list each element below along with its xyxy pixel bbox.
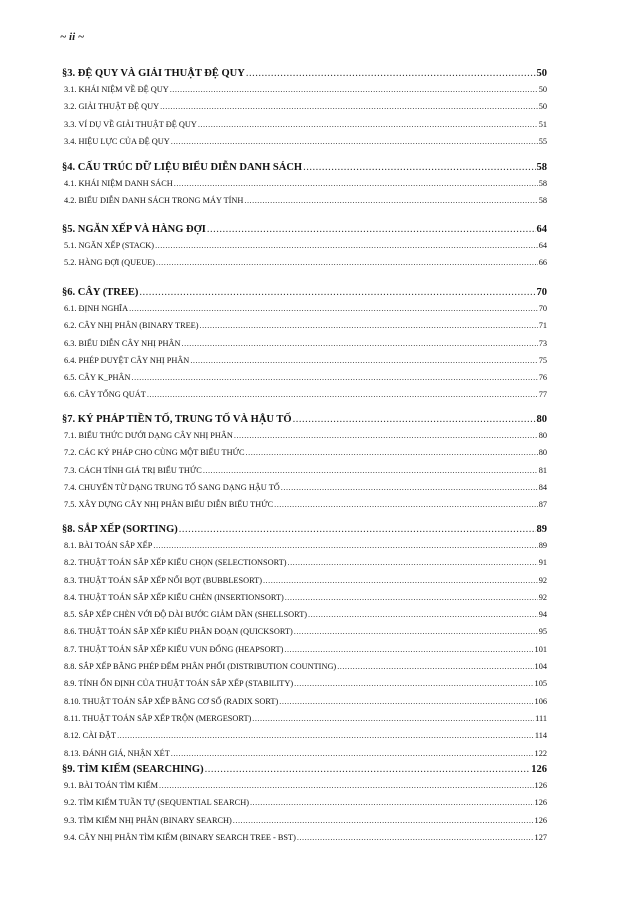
- toc-entry-label: 3.3. VÍ DỤ VỀ GIẢI THUẬT ĐỆ QUY: [64, 119, 197, 129]
- toc-entry[interactable]: [64, 697, 547, 714]
- dot-leader: [279, 697, 533, 706]
- toc-entry-label: 6.3. BIỂU DIỄN CÂY NHỊ PHÂN: [64, 338, 181, 348]
- toc-entry-page: 104: [534, 662, 547, 672]
- toc-entry-label: 8.11. THUẬT TOÁN SẮP XẾP TRỘN (MERGESORT): [64, 713, 252, 723]
- toc-heading[interactable]: [62, 224, 547, 241]
- dot-leader: [170, 85, 538, 94]
- toc-heading-page: 80: [536, 414, 547, 425]
- toc-heading-title: §7. KÝ PHÁP TIỀN TỐ, TRUNG TỐ VÀ HẬU TỐ: [62, 414, 292, 425]
- toc-heading-title: §8. SẮP XẾP (SORTING): [62, 524, 178, 535]
- toc-entry-page: 71: [538, 321, 547, 331]
- toc-entry[interactable]: [64, 714, 547, 731]
- toc-entry[interactable]: [64, 304, 547, 321]
- toc-entry-label: 6.4. PHÉP DUYỆT CÂY NHỊ PHÂN: [64, 355, 190, 365]
- page-header: ~ ii ~: [60, 31, 85, 43]
- toc-entry[interactable]: [64, 258, 547, 275]
- toc-entry-page: 87: [538, 500, 547, 510]
- dot-leader: [288, 558, 538, 567]
- dot-leader: [171, 749, 534, 758]
- dot-leader: [159, 781, 534, 790]
- toc-entry-page: 84: [538, 482, 547, 492]
- toc-entry-label: 8.8. SẮP XẾP BẰNG PHÉP ĐẾM PHÂN PHỐI (DISTRIBUTION COUNTING): [64, 662, 337, 672]
- toc-entry-label: 5.1. NGĂN XẾP (STACK): [64, 241, 155, 250]
- toc-entry-label: 4.1. KHÁI NIỆM DANH SÁCH: [64, 179, 173, 188]
- toc-entry-page: 66: [538, 258, 547, 268]
- dot-leader: [129, 304, 538, 313]
- dot-leader: [205, 764, 531, 775]
- toc-entry-page: 91: [538, 558, 547, 568]
- toc-entry-label: 9.1. BÀI TOÁN TÌM KIẾM: [64, 781, 159, 790]
- toc-entry-label: 7.2. CÁC KÝ PHÁP CHO CÙNG MỘT BIỂU THỨC: [64, 448, 245, 458]
- dot-leader: [139, 287, 535, 298]
- dot-leader: [182, 339, 538, 348]
- toc-entry-label: 8.13. ĐÁNH GIÁ, NHẬN XÉT: [64, 748, 170, 758]
- toc-entry-label: 9.4. CÂY NHỊ PHÂN TÌM KIẾM (BINARY SEARCH TREE - BST): [64, 832, 296, 842]
- toc-entry-label: 7.3. CÁCH TÍNH GIÁ TRỊ BIỂU THỨC: [64, 465, 202, 475]
- dot-leader: [294, 627, 538, 636]
- toc-heading-page: 89: [536, 524, 547, 535]
- toc-entry-page: 95: [538, 627, 547, 637]
- dot-leader: [250, 798, 534, 807]
- dot-leader: [308, 610, 538, 619]
- toc-entry-page: 76: [538, 373, 547, 383]
- toc-entry-label: 8.7. THUẬT TOÁN SẮP XẾP KIỂU VUN ĐỐNG (HEAPSORT): [64, 644, 284, 654]
- dot-leader: [252, 714, 534, 723]
- toc-section: [62, 287, 547, 408]
- toc-entry-label: 8.10. THUẬT TOÁN SẮP XẾP BẰNG CƠ SỐ (RADIX SORT): [64, 696, 279, 706]
- toc-entry-page: 92: [538, 592, 547, 602]
- dot-leader: [284, 645, 533, 654]
- toc-entry-page: 126: [534, 781, 547, 790]
- toc-heading[interactable]: [62, 68, 547, 85]
- toc-entry-page: 126: [534, 798, 547, 808]
- dot-leader: [246, 68, 536, 79]
- toc-section: [62, 414, 547, 517]
- toc-entry-label: 3.1. KHÁI NIỆM VỀ ĐỆ QUY: [64, 85, 169, 94]
- toc-entry[interactable]: [64, 541, 547, 558]
- toc-entry[interactable]: [64, 179, 547, 196]
- toc-entry[interactable]: [64, 731, 547, 748]
- dot-leader: [294, 679, 533, 688]
- toc-entry[interactable]: [64, 85, 547, 102]
- toc-entry[interactable]: [64, 356, 547, 373]
- toc-entry[interactable]: [64, 339, 547, 356]
- toc-entry-label: 4.2. BIỂU DIỄN DANH SÁCH TRONG MÁY TÍNH: [64, 196, 244, 206]
- toc-entry-label: 6.1. ĐỊNH NGHĨA: [64, 304, 129, 313]
- toc-entry-page: 73: [538, 338, 547, 348]
- toc-section: [62, 224, 547, 276]
- toc-entry[interactable]: [64, 593, 547, 610]
- toc-entry[interactable]: [64, 662, 547, 679]
- toc-entry-label: 8.1. BÀI TOÁN SẮP XẾP: [64, 541, 153, 550]
- toc-heading-title: §6. CÂY (TREE): [62, 287, 139, 298]
- dot-leader: [117, 731, 534, 740]
- toc-entry-label: 6.6. CÂY TỔNG QUÁT: [64, 390, 146, 400]
- toc-section: [62, 162, 547, 214]
- toc-heading-page: 64: [536, 224, 547, 235]
- toc-entry[interactable]: [64, 137, 547, 154]
- toc-entry[interactable]: [64, 448, 547, 465]
- dot-leader: [246, 448, 538, 457]
- toc-heading-page: 126: [531, 764, 547, 775]
- toc-entry-label: 9.2. TÌM KIẾM TUẦN TỰ (SEQUENTIAL SEARCH): [64, 798, 249, 808]
- toc-entry-page: 106: [534, 696, 547, 706]
- dot-leader: [263, 576, 538, 585]
- toc-entry-page: 50: [538, 85, 547, 94]
- dot-leader: [297, 833, 534, 842]
- dot-leader: [160, 102, 538, 111]
- toc-heading-title: §9. TÌM KIẾM (SEARCHING): [62, 764, 204, 775]
- toc-entry-label: 8.5. SẮP XẾP CHÈN VỚI ĐỘ DÀI BƯỚC GIẢM DẦN (SHELLSORT): [64, 610, 308, 620]
- toc-entry[interactable]: [64, 431, 547, 448]
- toc-entry[interactable]: [64, 373, 547, 390]
- toc-entry-page: 77: [538, 390, 547, 400]
- dot-leader: [200, 321, 538, 330]
- dot-leader: [147, 390, 538, 399]
- dot-leader: [303, 162, 535, 173]
- dot-leader: [174, 179, 538, 188]
- toc-entry-label: 8.12. CÀI ĐẶT: [64, 731, 117, 741]
- toc-heading-page: 50: [536, 68, 547, 79]
- toc-entry-label: 8.6. THUẬT TOÁN SẮP XẾP KIỂU PHÂN ĐOẠN (QUICKSORT): [64, 627, 293, 637]
- toc-entry-page: 75: [538, 355, 547, 365]
- toc-entry[interactable]: [64, 627, 547, 644]
- toc-entry-page: 80: [538, 431, 547, 440]
- dot-leader: [293, 414, 536, 425]
- toc-entry-label: 6.5. CÂY K_PHÂN: [64, 373, 131, 383]
- toc-entry-label: 8.3. THUẬT TOÁN SẮP XẾP NỔI BỌT (BUBBLESORT): [64, 575, 262, 585]
- toc-heading-page: 58: [536, 162, 547, 173]
- toc-entry-page: 114: [534, 731, 547, 741]
- dot-leader: [198, 120, 538, 129]
- dot-leader: [203, 466, 538, 475]
- toc-entry[interactable]: [64, 241, 547, 258]
- dot-leader: [337, 662, 533, 671]
- toc-entry[interactable]: [64, 196, 547, 213]
- toc-entry[interactable]: [64, 102, 547, 119]
- toc-entry[interactable]: [64, 576, 547, 593]
- toc-entry-page: 127: [534, 832, 547, 842]
- toc-entry[interactable]: [64, 798, 547, 815]
- toc-entry-label: 3.2. GIẢI THUẬT ĐỆ QUY: [64, 102, 160, 112]
- toc-entry-label: 8.2. THUẬT TOÁN SẮP XẾP KIỂU CHỌN (SELECTIONSORT): [64, 558, 287, 568]
- toc-entry[interactable]: [64, 321, 547, 338]
- dot-leader: [285, 593, 538, 602]
- toc-entry[interactable]: [64, 833, 547, 850]
- toc-entry-label: 8.4. THUẬT TOÁN SẮP XẾP KIỂU CHÈN (INSERTIONSORT): [64, 592, 284, 602]
- toc-entry-page: 55: [538, 136, 547, 146]
- toc-entry[interactable]: [64, 645, 547, 662]
- toc-entry-page: 111: [535, 713, 547, 723]
- toc-entry-label: 7.4. CHUYỂN TỪ DẠNG TRUNG TỐ SANG DẠNG HẬU TỐ: [64, 482, 280, 492]
- dot-leader: [153, 541, 537, 550]
- toc-entry-page: 80: [538, 448, 547, 458]
- toc-heading-title: §3. ĐỆ QUY VÀ GIẢI THUẬT ĐỆ QUY: [62, 68, 245, 79]
- dot-leader: [179, 524, 536, 535]
- toc-heading-page: 70: [536, 287, 547, 298]
- toc-entry-page: 58: [538, 179, 547, 188]
- toc-entry[interactable]: [64, 558, 547, 575]
- toc-heading[interactable]: [62, 524, 547, 541]
- toc-entry-label: 3.4. HIỆU LỰC CỦA ĐỆ QUY: [64, 136, 170, 146]
- toc-entry-page: 126: [534, 815, 547, 825]
- toc-heading[interactable]: [62, 162, 547, 179]
- toc-heading[interactable]: [62, 764, 547, 781]
- toc-entry-label: 6.2. CÂY NHỊ PHÂN (BINARY TREE): [64, 321, 199, 331]
- toc-entry-label: 9.3. TÌM KIẾM NHỊ PHÂN (BINARY SEARCH): [64, 815, 232, 825]
- toc-entry[interactable]: [64, 120, 547, 137]
- toc-section: [62, 764, 547, 850]
- dot-leader: [244, 196, 537, 205]
- toc-entry[interactable]: [64, 679, 547, 696]
- toc-entry-page: 64: [538, 241, 547, 250]
- toc-entry[interactable]: [64, 466, 547, 483]
- toc-entry-label: 5.2. HÀNG ĐỢI (QUEUE): [64, 258, 156, 268]
- toc-entry-page: 58: [538, 196, 547, 206]
- dot-leader: [190, 356, 537, 365]
- toc-entry-page: 92: [538, 575, 547, 585]
- toc-entry[interactable]: [64, 500, 547, 517]
- toc-entry-page: 101: [534, 644, 547, 654]
- toc-entry-label: 7.5. XÂY DỰNG CÂY NHỊ PHÂN BIỂU DIỄN BIỂU THỨC: [64, 500, 274, 510]
- toc-entry-page: 105: [534, 679, 547, 689]
- toc-heading[interactable]: [62, 414, 547, 431]
- toc-entry[interactable]: [64, 781, 547, 798]
- toc-entry[interactable]: [64, 610, 547, 627]
- toc-heading-title: §5. NGĂN XẾP VÀ HÀNG ĐỢI: [62, 224, 206, 235]
- toc-entry[interactable]: [64, 816, 547, 833]
- dot-leader: [132, 373, 538, 382]
- toc-entry-page: 94: [538, 610, 547, 620]
- toc-entry-page: 51: [538, 119, 547, 129]
- toc-entry-page: 81: [538, 465, 547, 475]
- toc-entry[interactable]: [64, 390, 547, 407]
- toc-entry-page: 70: [538, 304, 547, 313]
- dot-leader: [171, 137, 538, 146]
- toc-heading[interactable]: [62, 287, 547, 304]
- toc-section: [62, 524, 547, 766]
- dot-leader: [234, 431, 538, 440]
- dot-leader: [274, 500, 538, 509]
- dot-leader: [281, 483, 538, 492]
- toc-entry-label: 8.9. TÍNH ỔN ĐỊNH CỦA THUẬT TOÁN SẮP XẾP (STABILITY): [64, 679, 294, 689]
- toc-entry-page: 50: [538, 102, 547, 112]
- toc-entry-page: 122: [534, 748, 547, 758]
- toc-section: [62, 68, 547, 154]
- dot-leader: [207, 224, 536, 235]
- dot-leader: [233, 816, 534, 825]
- toc-entry[interactable]: [64, 483, 547, 500]
- toc-heading-title: §4. CẤU TRÚC DỮ LIỆU BIỂU DIỄN DANH SÁCH: [62, 162, 303, 173]
- toc-entry-label: 7.1. BIỂU THỨC DƯỚI DẠNG CÂY NHỊ PHÂN: [64, 431, 233, 440]
- dot-leader: [155, 241, 538, 250]
- dot-leader: [156, 258, 538, 267]
- toc-entry-page: 89: [538, 541, 547, 550]
